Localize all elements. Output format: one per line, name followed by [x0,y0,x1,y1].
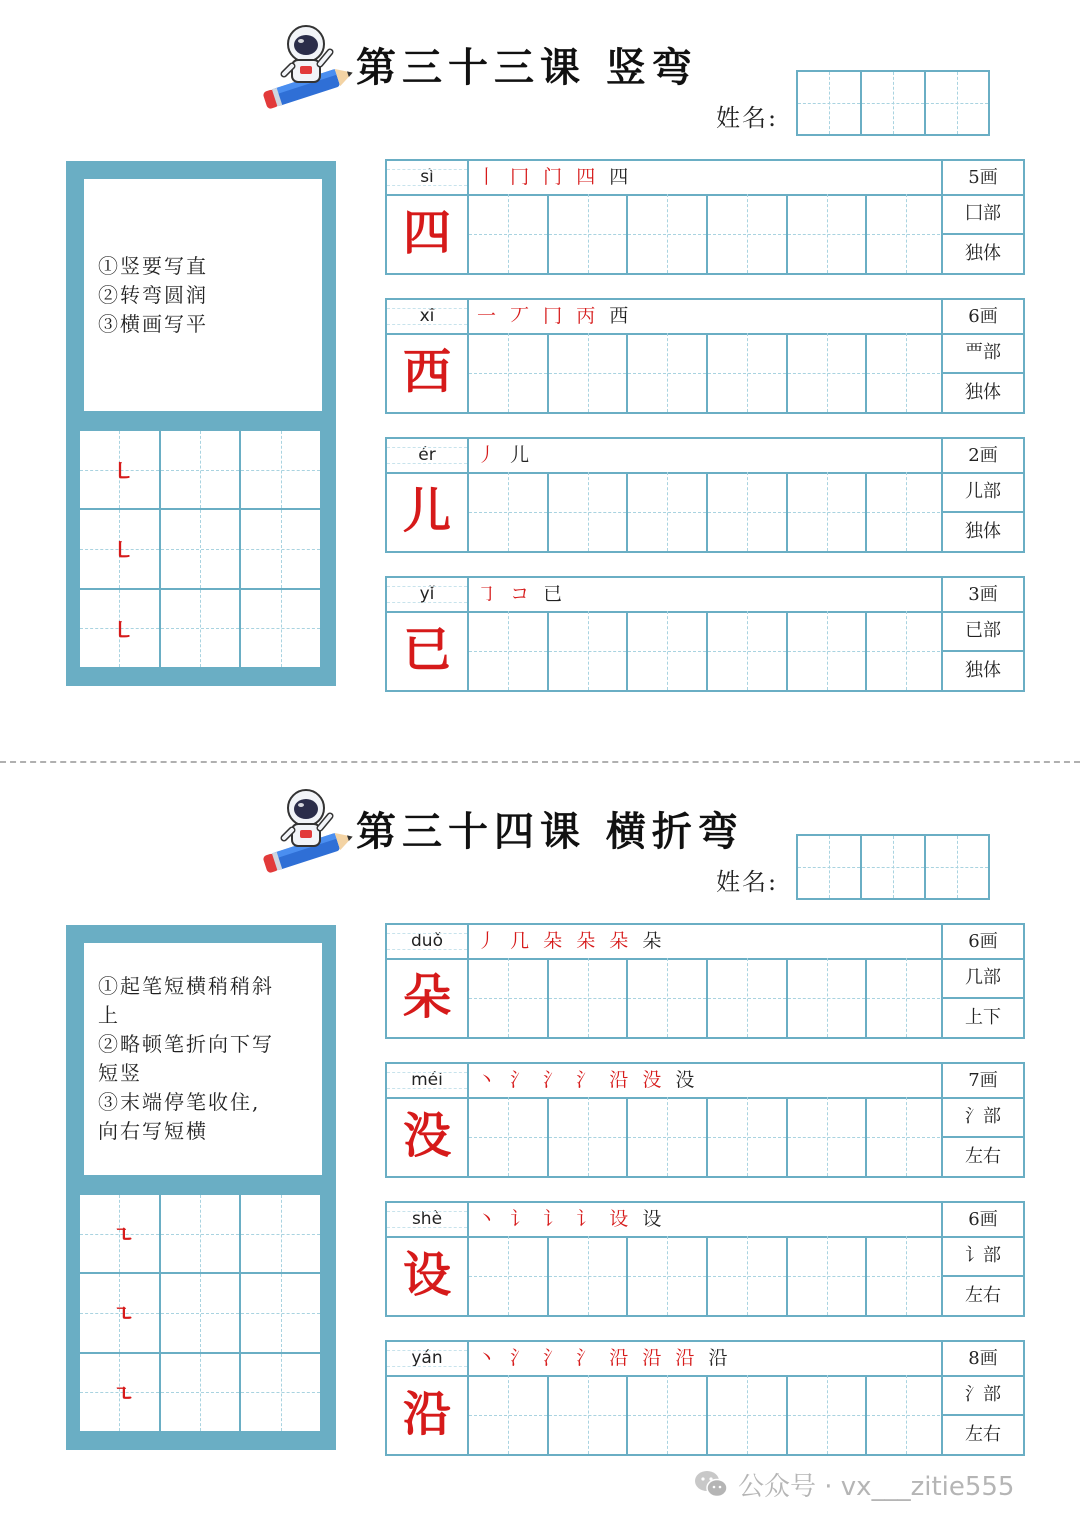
stroke-final: 没 [675,1069,699,1091]
writing-cell[interactable] [788,1097,868,1176]
practice-cell[interactable] [241,1354,320,1431]
stroke-order [477,161,632,194]
name-cell[interactable] [798,72,862,134]
tip-line: ①起笔短横稍稍斜 [98,974,274,998]
writing-cell[interactable] [867,958,945,1037]
writing-cell[interactable] [469,194,549,273]
stroke-step: 冂 [510,166,534,188]
practice-cell[interactable] [241,510,320,587]
stroke-step: 氵 [543,1347,567,1369]
stroke-count: 6画 [941,300,1023,333]
pinyin: sì [387,161,469,194]
stroke-final: 西 [609,305,633,327]
practice-cell[interactable] [161,590,240,667]
practice-cell[interactable] [161,1354,240,1431]
stroke-step: 讠 [543,1208,567,1230]
stroke-final: 已 [543,583,567,605]
character-info [941,1236,1023,1315]
stroke-step: 讠 [510,1208,534,1230]
stroke-practice-grid [80,431,320,667]
tips-text [98,943,310,1175]
row-header [387,439,1023,474]
stroke-step: 一 [477,305,501,327]
pinyin: yǐ [387,578,469,611]
row-header [387,1342,1023,1377]
watermark [694,1464,1014,1504]
character-info [941,194,1023,273]
stroke-count: 3画 [941,578,1023,611]
writing-cell[interactable] [549,1097,629,1176]
model-stroke: ㇄ [112,459,135,485]
practice-cell[interactable] [241,1195,320,1272]
stroke-step: 没 [642,1069,666,1091]
stroke-step: ㇆ [477,583,501,605]
structure: 独体 [965,660,1001,681]
stroke-step: 沿 [642,1347,666,1369]
stroke-order [477,300,632,333]
writing-cell[interactable] [867,1097,945,1176]
stroke-order [477,439,533,472]
structure: 独体 [965,243,1001,264]
stroke-step: 设 [609,1208,633,1230]
stroke-final: 设 [642,1208,666,1230]
writing-cell[interactable] [469,333,549,412]
tip-line: ②略顿笔折向下写 [98,1032,274,1056]
wechat-icon [694,1470,728,1498]
stroke-step: 丶 [477,1208,501,1230]
stroke-tips-panel [66,925,336,1450]
stroke-step: 沿 [609,1347,633,1369]
writing-cell[interactable] [628,333,708,412]
tip-line: ③横画写平 [98,311,208,336]
pinyin: duǒ [387,925,469,958]
writing-cell[interactable] [788,1236,868,1315]
stroke-final: 沿 [708,1347,732,1369]
pinyin: ér [387,439,469,472]
radical: 已部 [943,611,1023,652]
practice-cell[interactable] [161,1274,240,1351]
stroke-order [477,578,566,611]
stroke-step: 氵 [576,1347,600,1369]
lesson-sheet [0,0,1080,760]
tip-line: ①竖要写直 [98,253,208,278]
stroke-order [477,1203,665,1236]
character-row [385,923,1025,1039]
row-header [387,161,1023,196]
model-character: 没 [387,1097,469,1176]
stroke-step: 丆 [510,305,534,327]
writing-cell[interactable] [867,611,945,690]
stroke-order [477,1064,698,1097]
writing-cell[interactable] [469,472,549,551]
writing-cell[interactable] [549,333,629,412]
tip-line: 上 [98,1003,120,1027]
model-character: 已 [387,611,469,690]
writing-cell[interactable] [708,611,788,690]
stroke-step: 丨 [477,166,501,188]
writing-cell[interactable] [628,1236,708,1315]
character-info [941,1097,1023,1176]
stroke-step: 丶 [477,1347,501,1369]
structure: 上下 [965,1007,1001,1028]
writing-cell[interactable] [628,1097,708,1176]
name-cell[interactable] [862,72,926,134]
practice-cell[interactable] [80,1354,159,1431]
writing-cell[interactable] [549,194,629,273]
lesson-title: 第三十四课 横折弯 [356,808,744,855]
stroke-final: 朵 [642,930,666,952]
tip-line: ③末端停笔收住, [98,1090,261,1114]
character-info [941,958,1023,1037]
lesson-title: 第三十三课 竖弯 [356,44,698,91]
stroke-practice-grid [80,1195,320,1431]
writing-cells [469,1097,945,1176]
row-header [387,578,1023,613]
stroke-step: コ [510,583,534,605]
name-writing-grid[interactable] [796,70,990,136]
structure: 左右 [965,1285,1001,1306]
pinyin: shè [387,1203,469,1236]
practice-cell[interactable] [80,1274,159,1351]
writing-cell[interactable] [867,333,945,412]
structure: 独体 [965,382,1001,403]
writing-cell[interactable] [628,472,708,551]
practice-cell[interactable] [161,1195,240,1272]
tips-text [98,179,310,411]
row-header [387,925,1023,960]
tip-line: ②转弯圆润 [98,282,208,307]
model-stroke: ㇍ [112,1381,135,1408]
writing-cell[interactable] [469,611,549,690]
name-cell[interactable] [926,72,988,134]
name-cell[interactable] [926,836,988,898]
writing-cell[interactable] [708,194,788,273]
writing-cell[interactable] [469,958,549,1037]
stroke-step: 沿 [609,1069,633,1091]
structure: 左右 [965,1146,1001,1167]
character-info [941,333,1023,412]
writing-cell[interactable] [628,194,708,273]
practice-cell[interactable] [241,431,320,508]
character-row [385,298,1025,414]
writing-cell[interactable] [708,958,788,1037]
name-writing-grid[interactable] [796,834,990,900]
stroke-step: 朵 [609,930,633,952]
character-row [385,1201,1025,1317]
model-character: 西 [387,333,469,412]
writing-cell[interactable] [469,1097,549,1176]
writing-cell[interactable] [788,1375,868,1454]
writing-cell[interactable] [788,472,868,551]
stroke-step: 丿 [477,444,501,466]
practice-cell[interactable] [80,590,159,667]
writing-cell[interactable] [788,611,868,690]
writing-cell[interactable] [788,333,868,412]
stroke-count: 6画 [941,1203,1023,1236]
practice-cell[interactable] [161,431,240,508]
pinyin: yán [387,1342,469,1375]
model-character: 四 [387,194,469,273]
stroke-count: 5画 [941,161,1023,194]
writing-cell[interactable] [708,1236,788,1315]
writing-cell[interactable] [708,472,788,551]
pinyin: xī [387,300,469,333]
stroke-count: 7画 [941,1064,1023,1097]
writing-cell[interactable] [469,1236,549,1315]
stroke-step: 丿 [477,930,501,952]
character-row [385,1340,1025,1456]
writing-cell[interactable] [867,1236,945,1315]
stroke-tips-panel [66,161,336,686]
character-row [385,1062,1025,1178]
stroke-step: 丶 [477,1069,501,1091]
character-row [385,159,1025,275]
practice-cell[interactable] [161,510,240,587]
watermark-text: 公众号 · vx___zitie555 [738,1471,1015,1502]
model-character: 儿 [387,472,469,551]
radical: 讠部 [943,1236,1023,1277]
name-label: 姓名: [716,104,779,132]
writing-cell[interactable] [549,611,629,690]
writing-cells [469,1236,945,1315]
writing-cell[interactable] [549,958,629,1037]
model-stroke: ㇄ [112,538,135,565]
writing-cell[interactable] [628,1375,708,1454]
stroke-step: 讠 [576,1208,600,1230]
writing-cell[interactable] [867,472,945,551]
name-cell[interactable] [798,836,862,898]
astronaut-pencil-icon [258,786,358,874]
radical: 儿部 [943,472,1023,513]
writing-cell[interactable] [867,194,945,273]
tip-line: 短竖 [98,1061,142,1085]
name-label: 姓名: [716,868,779,896]
practice-cell[interactable] [80,431,159,508]
writing-cell[interactable] [708,1375,788,1454]
writing-cells [469,194,945,273]
stroke-count: 2画 [941,439,1023,472]
stroke-step: 氵 [543,1069,567,1091]
stroke-step: 门 [543,166,567,188]
writing-cells [469,611,945,690]
radical: 覀部 [943,333,1023,374]
writing-cells [469,333,945,412]
row-header [387,1203,1023,1238]
writing-cell[interactable] [549,1375,629,1454]
stroke-step: 几 [510,930,534,952]
practice-cell[interactable] [241,1274,320,1351]
model-stroke: ㇍ [112,1223,135,1249]
structure: 独体 [965,521,1001,542]
writing-cell[interactable] [708,1097,788,1176]
practice-cell[interactable] [80,1195,159,1272]
writing-cell[interactable] [469,1375,549,1454]
stroke-step: 四 [576,166,600,188]
structure: 左右 [965,1424,1001,1445]
stroke-step: 朵 [543,930,567,952]
writing-cells [469,472,945,551]
writing-cell[interactable] [628,611,708,690]
tips-box [84,179,322,411]
writing-cells [469,1375,945,1454]
writing-cell[interactable] [549,1236,629,1315]
stroke-step: 氵 [576,1069,600,1091]
radical: 囗部 [943,194,1023,235]
stroke-step: 氵 [510,1347,534,1369]
stroke-final: 四 [609,166,633,188]
astronaut-pencil-icon [258,22,358,110]
stroke-step: 朵 [576,930,600,952]
practice-cell[interactable] [80,510,159,587]
writing-cell[interactable] [867,1375,945,1454]
radical: 氵部 [943,1375,1023,1416]
character-row [385,437,1025,553]
model-character: 朵 [387,958,469,1037]
lesson-sheet [0,764,1080,1524]
model-stroke: ㇄ [112,617,135,644]
stroke-step: 丙 [576,305,600,327]
model-character: 设 [387,1236,469,1315]
cut-line-divider [0,761,1080,763]
name-cell[interactable] [862,836,926,898]
character-info [941,1375,1023,1454]
stroke-order [477,1342,731,1375]
writing-cell[interactable] [788,194,868,273]
practice-cell[interactable] [241,590,320,667]
writing-cell[interactable] [708,333,788,412]
radical: 几部 [943,958,1023,999]
model-character: 沿 [387,1375,469,1454]
pinyin: méi [387,1064,469,1097]
radical: 氵部 [943,1097,1023,1138]
stroke-final: 儿 [510,444,534,466]
tips-box [84,943,322,1175]
row-header [387,1064,1023,1099]
stroke-step: 氵 [510,1069,534,1091]
character-row [385,576,1025,692]
writing-cell[interactable] [549,472,629,551]
stroke-count: 6画 [941,925,1023,958]
model-stroke: ㇍ [112,1302,135,1329]
writing-cells [469,958,945,1037]
stroke-order [477,925,665,958]
character-info [941,611,1023,690]
writing-cell[interactable] [788,958,868,1037]
stroke-step: 冂 [543,305,567,327]
stroke-count: 8画 [941,1342,1023,1375]
character-info [941,472,1023,551]
stroke-step: 沿 [675,1347,699,1369]
tip-line: 向右写短横 [98,1119,208,1143]
row-header [387,300,1023,335]
writing-cell[interactable] [628,958,708,1037]
